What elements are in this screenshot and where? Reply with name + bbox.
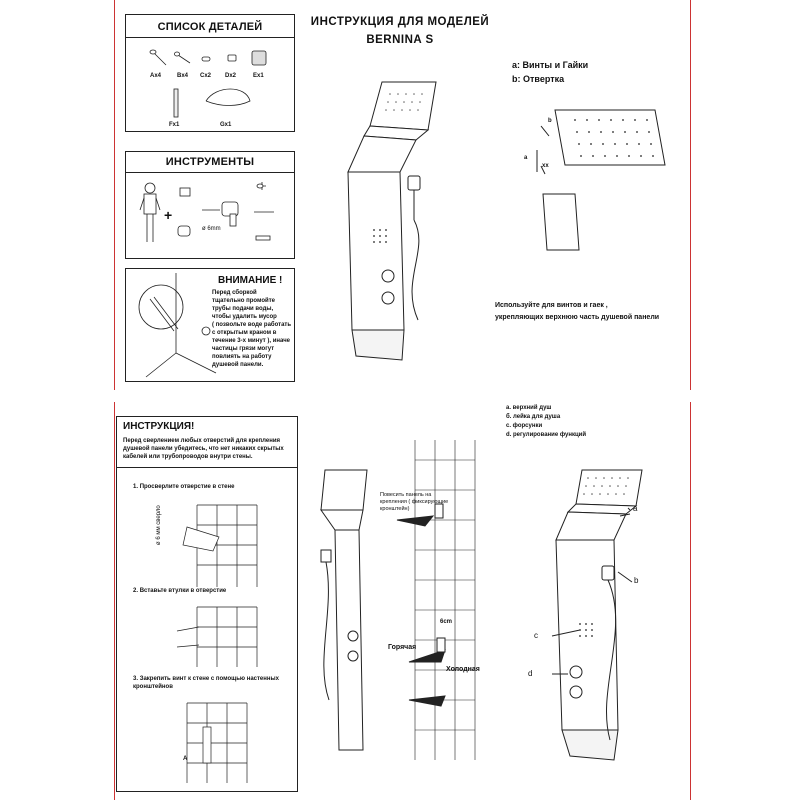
step-1-illustration <box>117 497 297 597</box>
hang-note: Повесить панель на крепления ( фиксирующие кронштейн) <box>380 492 449 512</box>
callout-a: a <box>633 504 638 513</box>
detail-label-xx: xx <box>542 163 549 169</box>
tools-panel <box>125 151 295 259</box>
step-1: 1. Просверлите отверстие в стене <box>133 484 235 490</box>
hot-label: Горячая <box>388 644 417 651</box>
warning-title: ВНИМАНИЕ ! <box>218 275 283 286</box>
tools-illustration <box>126 152 294 258</box>
document-title: ИНСТРУКЦИЯ ДЛЯ МОДЕЛЕЙ BERNINA S <box>310 16 490 46</box>
part-label-e: Ex1 <box>253 73 264 79</box>
legend-top-right: a: Винты и Гайки b: Отвертка <box>512 60 589 84</box>
page-edge-mark <box>690 0 691 390</box>
function-diagram <box>510 460 690 780</box>
mounting-illustration <box>305 400 495 790</box>
step-3: 3. Закрепить винт к стене с помощью настенных кронштейнов <box>133 676 279 690</box>
shower-panel-illustration-top <box>300 60 500 400</box>
drill-note: ø 6 мм сверло <box>156 505 162 545</box>
part-label-a: Ax4 <box>150 73 162 79</box>
step-3-letter: A <box>183 756 188 762</box>
caption-right: Используйте для винтов и гаек , укрепляющих верхнюю часть душевой панели <box>495 302 660 321</box>
drill-size-label: ø 6mm <box>202 226 221 232</box>
part-label-b: Bx4 <box>177 73 189 79</box>
detail-label-a: a <box>524 155 528 161</box>
detail-label-b: b <box>548 118 552 124</box>
callout-c: c <box>534 631 538 640</box>
svg-text:+: + <box>164 207 173 223</box>
part-label-d: Dx2 <box>225 73 237 79</box>
instructions-panel <box>116 416 298 792</box>
parts-list-panel <box>125 14 295 132</box>
parts-list-title: СПИСОК ДЕТАЛЕЙ <box>157 21 263 33</box>
warning-panel <box>125 268 295 382</box>
instructions-title: ИНСТРУКЦИЯ! <box>123 421 195 432</box>
rain-head-detail <box>515 90 715 260</box>
instructions-intro: Перед сверлением любых отверстий для крепления душевой панели убедитесь, что нет никаких скрытых кабелей или трубопроводов внутри стены. <box>123 438 284 460</box>
part-label-f: Fx1 <box>169 122 180 128</box>
callout-d: d <box>528 669 533 678</box>
page-edge-mark <box>690 402 691 800</box>
callout-b: b <box>634 576 639 585</box>
step-2: 2. Вставьте втулки в отверстие <box>133 588 227 594</box>
legend-bottom-right: a. верхний душ б. лейка для душа c. форсунки d. регулирование функций <box>506 405 587 438</box>
page-edge-mark <box>114 0 115 390</box>
page-edge-mark <box>114 402 115 800</box>
step-3-illustration <box>117 697 297 787</box>
part-label-g: Gx1 <box>220 122 232 128</box>
distance-label: 6cm <box>440 619 453 625</box>
cold-label: Холодная <box>446 666 480 673</box>
part-label-c: Cx2 <box>200 73 212 79</box>
warning-text: Перед сборкой тщательно промойте трубы подачи воды, чтобы удалить мусор ( позвольте воде работать с открытым краном в течение 3-х минут ), иначе частицы грязи могут повлиять на работу душевой панели. <box>212 290 292 368</box>
step-2-illustration <box>117 601 297 671</box>
tools-title: ИНСТРУМЕНТЫ <box>165 156 255 168</box>
